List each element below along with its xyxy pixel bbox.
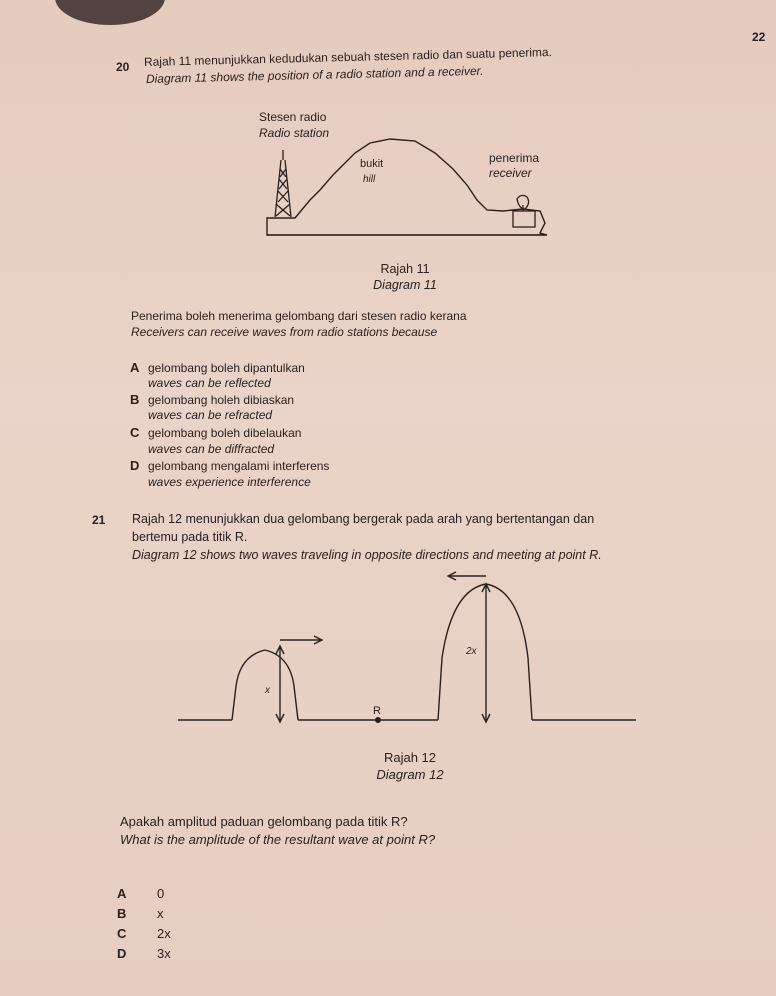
q20-option-a-en: waves can be reflected (148, 376, 271, 390)
photo-corner-shadow (55, 0, 165, 25)
q20-option-c-ms: gelombang boleh dibelaukan (148, 426, 302, 440)
diagram-12-caption-en: Diagram 12 (376, 767, 444, 782)
q20-text-en: Diagram 11 shows the position of a radio station and a receiver. (145, 63, 484, 86)
point-r-label: R (373, 705, 381, 717)
q20-text-ms: Rajah 11 menunjukkan kedudukan sebuah stesen radio dan suatu penerima. (143, 45, 553, 69)
q21-option-b-value: x (157, 906, 164, 921)
q20-option-d-letter: D (130, 458, 140, 473)
hill-label-en: hill (363, 174, 376, 185)
station-label-ms: Stesen radio (259, 110, 327, 124)
q20-option-d-ms: gelombang mengalami interferens (148, 459, 330, 473)
q21-text-ms-1: Rajah 12 menunjukkan dua gelombang bergerak pada arah yang bertentangan dan (132, 512, 595, 526)
receiver-label-ms: penerima (489, 151, 540, 165)
q20-option-b-ms: gelombang holeh dibiaskan (148, 393, 295, 407)
q20-option-a-ms: gelombang boleh dipantulkan (148, 361, 305, 375)
receiver-dish-icon (513, 195, 535, 227)
radio-tower-icon (275, 150, 291, 217)
q21-text-ms-2: bertemu pada titik R. (132, 530, 248, 544)
receiver-label-en: receiver (489, 166, 532, 180)
q21-option-b-letter: B (117, 906, 127, 921)
station-label-en: Radio station (259, 126, 330, 140)
q21-option-c-letter: C (117, 926, 127, 941)
diagram-11 (255, 105, 575, 250)
point-r-dot (375, 717, 381, 723)
q21-option-d-letter: D (117, 946, 127, 961)
q20-option-c-en: waves can be diffracted (148, 442, 275, 456)
q21-option-a-value: 0 (157, 886, 165, 901)
q21-option-d-value: 3x (157, 946, 171, 961)
q20-number: 20 (116, 60, 130, 74)
q20-option-c-letter: C (130, 425, 140, 440)
q20-option-b-letter: B (130, 392, 140, 407)
q20-option-a-letter: A (130, 360, 140, 375)
diagram-11-caption-ms: Rajah 11 (380, 262, 430, 276)
q21-stem-ms: Apakah amplitud paduan gelombang pada titik R? (120, 814, 408, 829)
large-pulse (438, 584, 532, 720)
q21-number: 21 (92, 513, 106, 527)
diagram-11-caption-en: Diagram 11 (373, 278, 437, 292)
q20-option-d-en: waves experience interference (148, 475, 311, 489)
q20-stem-en: Receivers can receive waves from radio stations because (131, 325, 438, 339)
q20-option-b-en: waves can be refracted (148, 408, 273, 422)
q21-stem-en: What is the amplitude of the resultant wave at point R? (120, 832, 436, 847)
page-number: 22 (752, 30, 766, 44)
small-amplitude-label: x (265, 685, 270, 696)
diagram-12 (170, 568, 640, 733)
q20-stem-ms: Penerima boleh menerima gelombang dari stesen radio kerana (131, 309, 467, 323)
q21-option-a-letter: A (117, 886, 127, 901)
q21-text-en: Diagram 12 shows two waves traveling in opposite directions and meeting at point R. (132, 548, 602, 562)
large-amplitude-label: 2x (466, 646, 477, 657)
diagram-12-caption-ms: Rajah 12 (383, 750, 437, 765)
hill-label-ms: bukit (360, 158, 384, 170)
q21-option-c-value: 2x (157, 926, 171, 941)
